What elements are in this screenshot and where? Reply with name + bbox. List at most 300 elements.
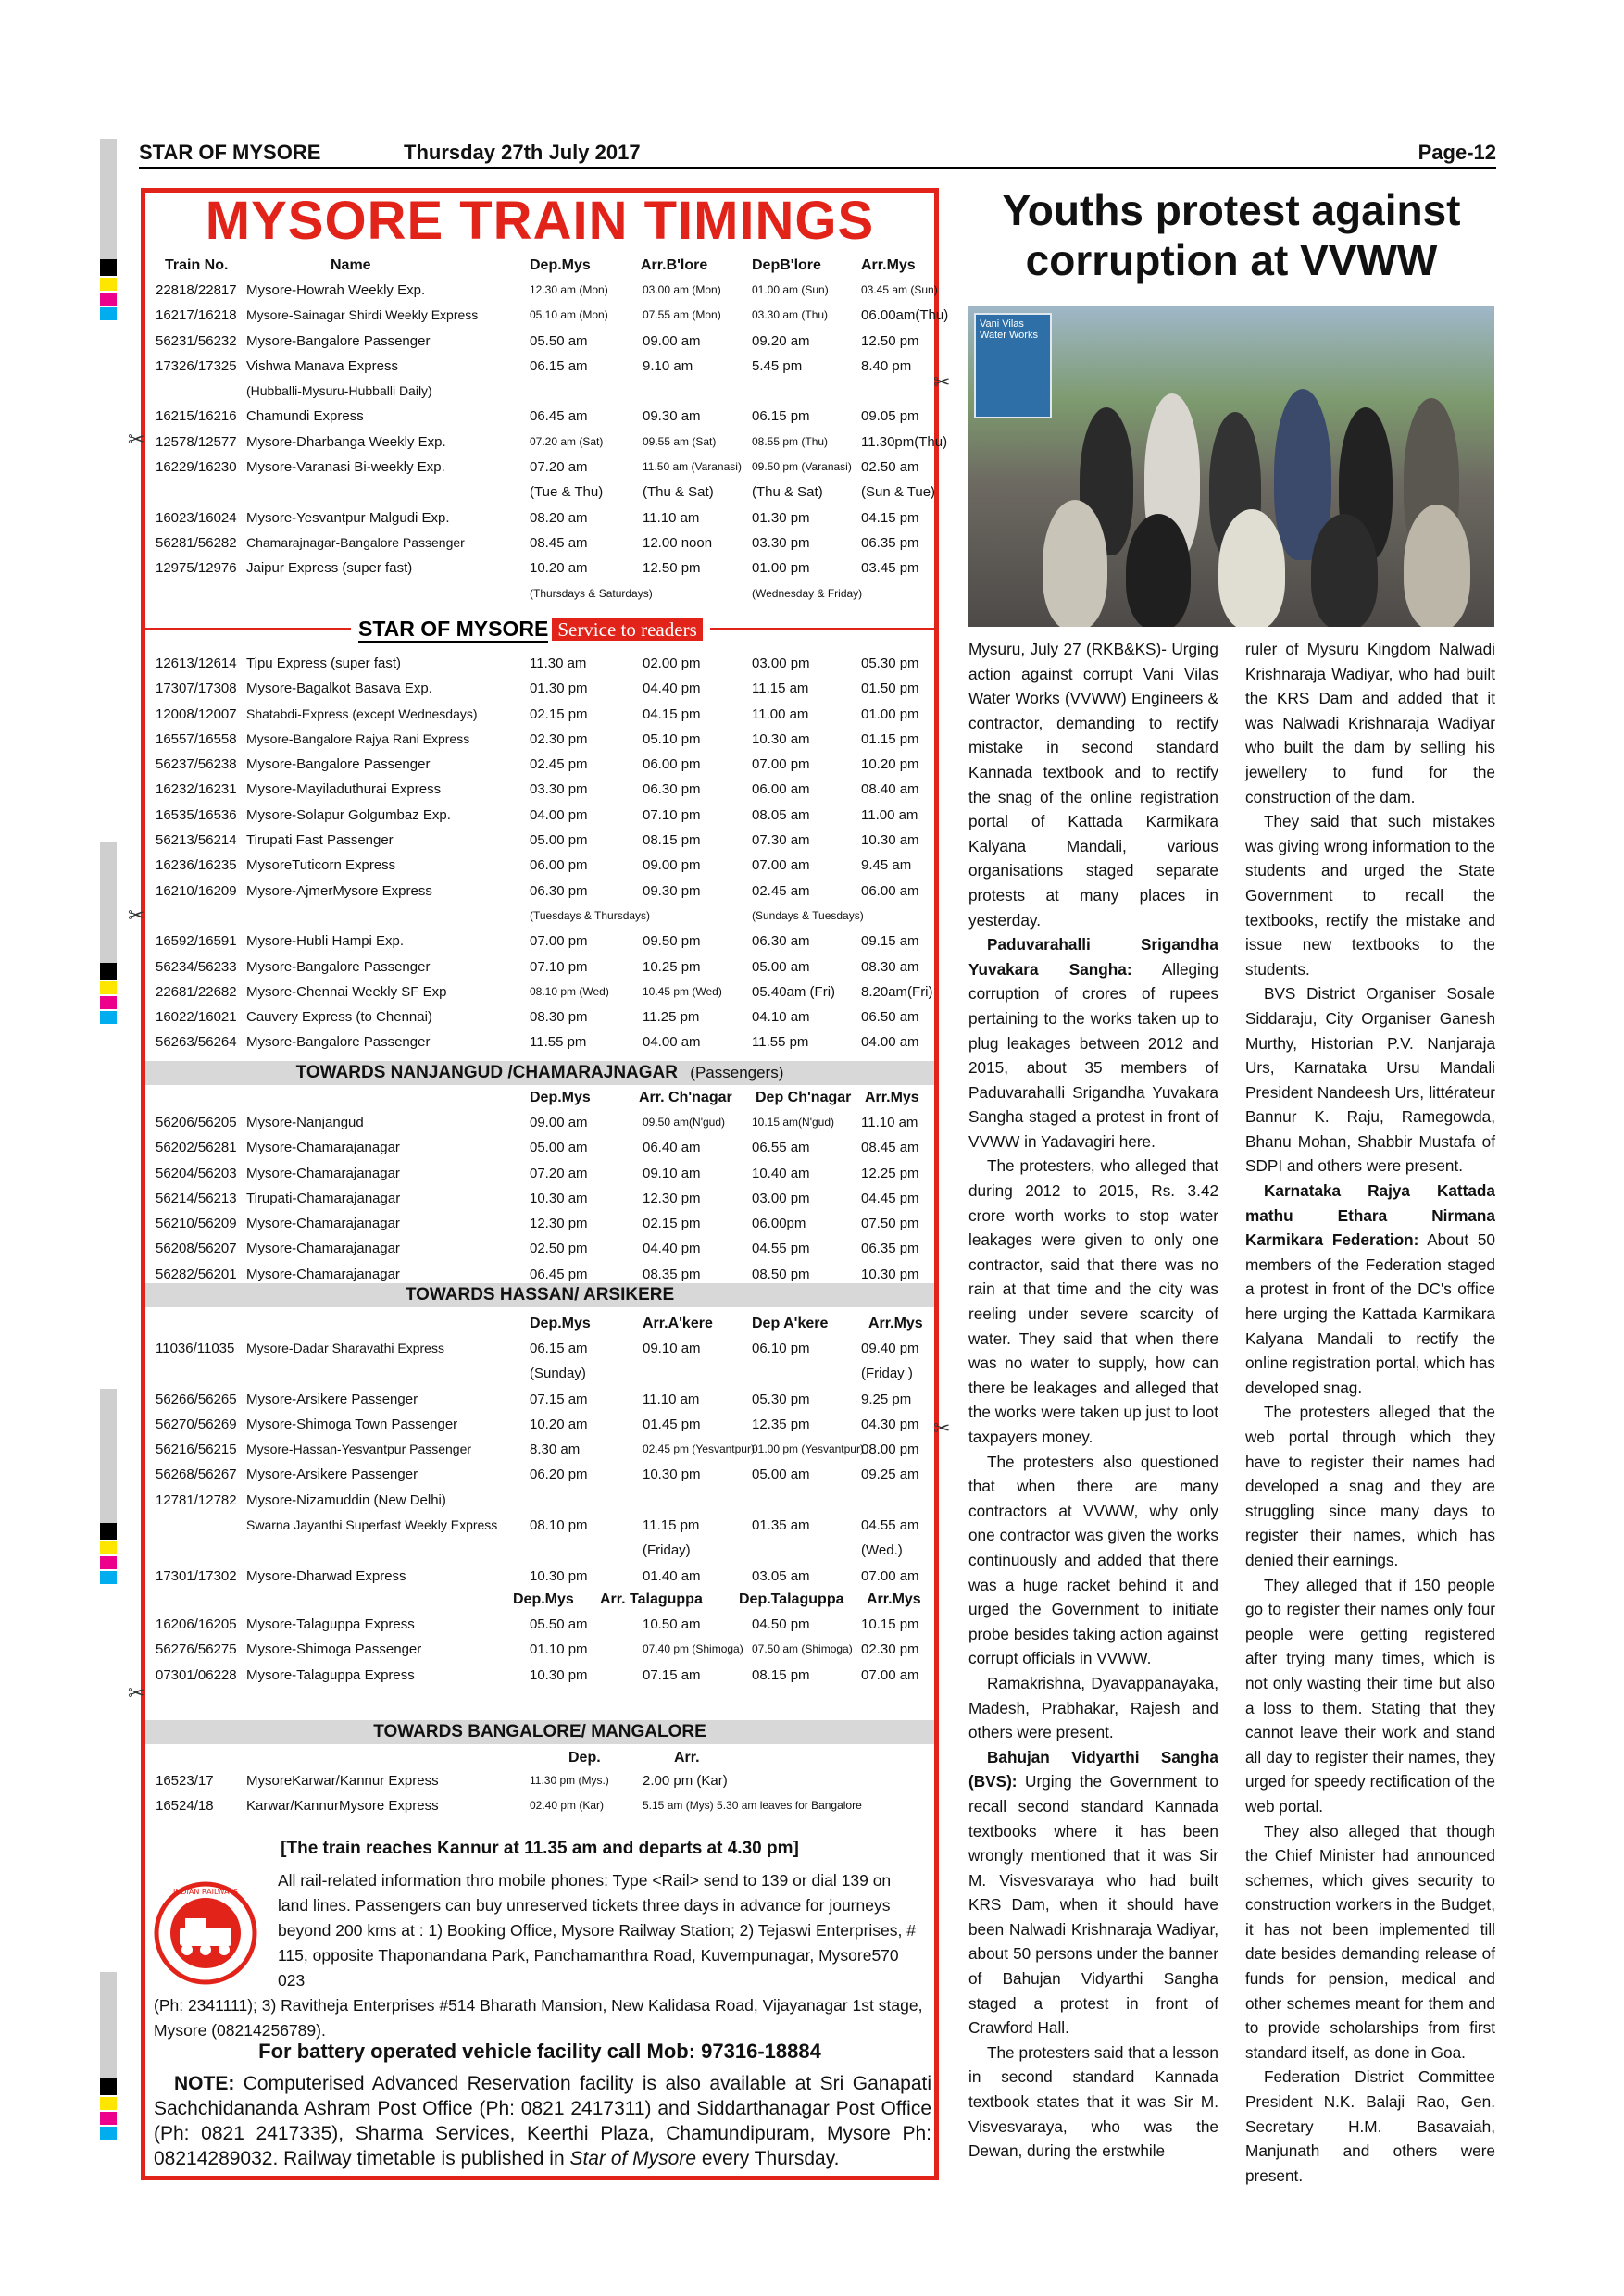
article-paragraph — [1245, 2065, 1495, 2188]
time-1: 02.50 pm — [530, 1241, 588, 1257]
time-4: 05.30 pm — [861, 655, 919, 671]
paragraph-text: They alleged that if 150 people go to register their names only four people were getting registered after trying many times, which is not only wasting their time but also a loss to them. Stating that they cannot leave their work and stand all day to register their names, they urged for speedy rectification of the web portal. — [1245, 1575, 1495, 1816]
article-paragraph — [1245, 1573, 1495, 1819]
time-3: 06.00 am — [752, 781, 810, 798]
time-2: 10.30 pm — [643, 1466, 701, 1483]
registration-mark-black — [100, 963, 117, 980]
time-3: 03.05 am — [752, 1567, 810, 1584]
col-arr-akere: Arr.A'kere — [643, 1316, 713, 1331]
train-no: 16217/16218 — [156, 307, 237, 324]
time-4: 01.00 pm — [861, 705, 919, 722]
banner-logo — [351, 613, 710, 644]
time-1: 06.30 pm — [530, 882, 588, 899]
train-no: 16523/17 — [156, 1773, 214, 1789]
col-arr-mys: Arr.Mys — [865, 1090, 919, 1105]
time-1: 08.10 pm — [530, 1517, 588, 1534]
table-row — [150, 455, 933, 480]
registration-mark-yellow — [100, 2097, 117, 2110]
time-4: 07.00 am — [861, 1567, 919, 1584]
table-row — [150, 1236, 933, 1261]
time-4: 02.30 pm — [861, 1641, 919, 1658]
time-2: 09.10 am — [643, 1165, 701, 1181]
train-no: 56208/56207 — [156, 1241, 237, 1257]
time-3: 08.15 pm — [752, 1666, 810, 1683]
table-row — [150, 480, 936, 505]
time-1: 07.20 am — [530, 1165, 588, 1181]
table-row — [150, 1637, 933, 1662]
time-2: 06.40 am — [643, 1140, 701, 1156]
table-row — [150, 980, 933, 1004]
train-no: 56210/56209 — [156, 1216, 237, 1232]
table-row — [150, 1135, 933, 1160]
table-row — [150, 1612, 933, 1637]
registration-mark-magenta — [100, 1556, 117, 1569]
train-no: 16524/18 — [156, 1798, 214, 1815]
registration-mark-magenta — [100, 996, 117, 1009]
time-3: 06.15 pm — [752, 408, 810, 425]
time-2: 11.10 am — [643, 509, 700, 526]
article-paragraph — [1245, 1400, 1495, 1572]
table-row — [150, 1029, 933, 1054]
time-2: 06.30 pm — [643, 781, 701, 798]
train-no: 12975/12976 — [156, 560, 237, 577]
star-of-mysore-banner — [145, 613, 934, 644]
train-name: MysoreKarwar/Kannur Express — [246, 1773, 439, 1789]
time-3: (Sundays & Tuesdays) — [752, 908, 864, 922]
time-1: (Tue & Thu) — [530, 484, 604, 501]
train-name: Shatabdi-Express (except Wednesdays) — [246, 705, 478, 721]
time-3: 04.55 pm — [752, 1241, 810, 1257]
train-name: Mysore-Chennai Weekly SF Exp — [246, 983, 447, 1000]
paragraph-text: The protesters alleged that the web portal through which they have to register their names had developed a snag and they are struggling since many days to register their names, which has denied their earnings. — [1245, 1403, 1495, 1569]
paragraph-text: Federation District Committee President N.K. Balaji Rao, Gen. Secretary H.M. Basavaiah, Manjunath and others were present. — [1245, 2067, 1495, 2185]
time-2: 07.15 am — [643, 1666, 701, 1683]
registration-mark-cyan — [100, 307, 117, 320]
time-4: 8.20am(Fri) — [861, 983, 933, 1000]
margin-strip — [100, 1972, 117, 2083]
time-1: 12.30 pm — [530, 1216, 588, 1232]
time-3: 05.00 am — [752, 1466, 810, 1483]
train-no: 16210/16209 — [156, 882, 237, 899]
protest-photo — [968, 306, 1494, 627]
time-3: 01.00 pm (Yesvantpur) — [752, 1442, 864, 1456]
time-3: 03.00 pm — [752, 655, 810, 671]
time-4: (Sun & Tue) — [861, 484, 936, 501]
time-1: 08.45 am — [530, 534, 588, 551]
time-2: 05.10 pm — [643, 730, 701, 747]
time-1: 02.30 pm — [530, 730, 588, 747]
scissors-icon: ✂ — [933, 1416, 951, 1440]
train-name: Mysore-Hubli Hampi Exp. — [246, 933, 405, 950]
train-table-nanjangud — [150, 1110, 933, 1287]
table-row — [150, 581, 933, 606]
paragraph-lead: Paduvarahalli Srigandha Yuvakara Sangha: — [968, 935, 1218, 979]
train-no: 22818/22817 — [156, 282, 237, 298]
train-no: 56214/56213 — [156, 1190, 237, 1206]
col-dep-talaguppa: Dep.Talaguppa — [739, 1591, 844, 1607]
time-4: 06.35 pm — [861, 1241, 919, 1257]
train-name: Mysore-Arsikere Passenger — [246, 1391, 418, 1407]
time-3: 04.10 am — [752, 1009, 810, 1026]
col-dep-chnagar: Dep Ch'nagar — [756, 1090, 852, 1105]
article-headline: Youths protest against corruption at VVWW — [1002, 186, 1461, 284]
train-name: Mysore-Chamarajanagar — [246, 1241, 400, 1257]
col-arr-mys: Arr.Mys — [868, 1316, 923, 1331]
train-no: 17307/17308 — [156, 680, 237, 697]
time-3: 01.00 am (Sun) — [752, 283, 829, 296]
train-no: 56281/56282 — [156, 534, 237, 551]
reservation-note — [154, 2071, 931, 2171]
train-name: Mysore-Bangalore Passenger — [246, 1034, 431, 1051]
train-column-header — [150, 253, 933, 278]
time-2: 09.50 am(N'gud) — [643, 1116, 726, 1129]
banner-tag: Service to readers — [552, 618, 702, 641]
table-row — [150, 1488, 933, 1513]
table-row — [150, 752, 933, 777]
time-2: 02.00 pm — [643, 655, 701, 671]
time-4: 04.30 pm — [861, 1416, 919, 1432]
time-1: 04.00 pm — [530, 806, 588, 823]
table-row — [150, 1336, 933, 1361]
time-3: 08.50 pm — [752, 1266, 810, 1282]
train-name: Mysore-Bangalore Passenger — [246, 332, 431, 349]
rail-info: All rail-related information thro mobile phones: Type <Rail> send to 139 or dial 139 on land lines. Passengers can buy unreserved tickets three days in advance for journeys beyond 200 kms at : 1) Booking Office, Mysore Railway Station; 2) Tejaswi Enterprises, # 115, opposite Thaponandana Park, Panchamanthra Road, Kuvempunagar, Mysore570 023 — [278, 1871, 916, 1990]
table-row — [150, 1513, 933, 1538]
col-dep-blore: DepB'lore — [752, 257, 821, 273]
page-number: Page-12 — [1418, 141, 1496, 164]
time-4: 10.20 pm — [861, 756, 919, 773]
time-4: 01.50 pm — [861, 680, 919, 697]
time-1: 05.10 am (Mon) — [530, 308, 608, 322]
protester — [1311, 514, 1378, 627]
time-1: 02.45 pm — [530, 756, 588, 773]
time-4: 07.50 pm — [861, 1216, 919, 1232]
table-row — [150, 505, 933, 530]
time-3: 07.00 am — [752, 857, 810, 874]
time-1: 10.20 am — [530, 1416, 588, 1432]
time-1: 8.30 am — [530, 1441, 581, 1458]
table-row — [150, 1211, 933, 1236]
time-4: 08.45 am — [861, 1140, 919, 1156]
article-paragraph — [1245, 1179, 1495, 1400]
time-4: 08.00 pm — [861, 1441, 919, 1458]
table-row — [150, 278, 938, 303]
train-table-bangalore-2 — [150, 651, 933, 1055]
note-label: NOTE: — [174, 2073, 235, 2094]
time-3: 12.35 pm — [752, 1416, 810, 1432]
time-3: 08.05 am — [752, 806, 810, 823]
table-row — [150, 404, 933, 429]
paper-name: STAR OF MYSORE — [139, 141, 321, 164]
paragraph-text: ruler of Mysuru Kingdom Nalwadi Krishnaraja Wadiyar, who had built the KRS Dam and added that it was Nalwadi Krishnaraja Wadiyar who built the dam by selling his jewellery to fund for the construction of the dam. — [1245, 640, 1495, 806]
scissors-icon: ✂ — [933, 370, 951, 393]
train-no: 07301/06228 — [156, 1666, 237, 1683]
time-2: 03.00 am (Mon) — [643, 283, 721, 296]
time-2: 07.40 pm (Shimoga) — [643, 1642, 743, 1656]
issue-date: Thursday 27th July 2017 — [404, 141, 641, 164]
time-4: 09.15 am — [861, 933, 919, 950]
table-row — [150, 430, 948, 455]
article-paragraph — [968, 1154, 1218, 1449]
time-4: 04.15 pm — [861, 509, 919, 526]
time-4: 11.30pm(Thu) — [861, 433, 948, 450]
registration-mark-cyan — [100, 1011, 117, 1024]
paragraph-text: The protesters, who alleged that during 2012 to 2015, Rs. 3.42 crore worth works to stop water leakages were given to only one contractor, said that there was no rain at that time and the city was reeling under severe scarcity of water. They said that when there was no water to supply, how can there be leakages and alleged that the works were taken up just to loot taxpayers money. — [968, 1156, 1218, 1446]
train-name: Mysore-Chamarajanagar — [246, 1165, 400, 1181]
time-4: 10.30 am — [861, 832, 919, 849]
table-row — [150, 555, 933, 580]
time-1: 06.45 pm — [530, 1266, 588, 1282]
train-no: 56270/56269 — [156, 1416, 237, 1432]
time-3: 09.50 pm (Varanasi) — [752, 460, 852, 474]
time-1: 06.00 pm — [530, 857, 588, 874]
train-no: 17326/17325 — [156, 357, 237, 374]
protester — [1126, 514, 1191, 627]
registration-mark-yellow — [100, 1541, 117, 1554]
time-4: 06.35 pm — [861, 534, 919, 551]
time-1: 06.15 am — [530, 357, 588, 374]
table-row — [150, 1768, 933, 1793]
table-row — [150, 1437, 933, 1462]
article-paragraph — [968, 637, 1218, 932]
time-4: 08.30 am — [861, 958, 919, 975]
time-3: 02.45 am — [752, 882, 810, 899]
time-3: 01.30 pm — [752, 509, 810, 526]
time-4: 06.00am(Thu) — [861, 307, 949, 324]
paragraph-text: Alleging corruption of crores of rupees pertaining to the works taken up to plug leakages between 2012 and 2015, about 35 members of Paduvarahalli Srigandha Yuvakara Sangha staged a protest in front of VVWW in Yadavagiri here. — [968, 959, 1218, 1151]
time-3: 10.40 am — [752, 1165, 810, 1181]
train-name: Mysore-Talaguppa Express — [246, 1616, 415, 1632]
table-row — [150, 955, 933, 980]
train-no: 12781/12782 — [156, 1491, 237, 1508]
table-row — [150, 379, 933, 404]
paragraph-text: They also alleged that though the Chief Minister had announced schemes, which gives security to construction workers in the Budget, it has not been implemented till date besides demanding release of funds for pension, medical and other schemes meant for them and to provide scholarships from first standard itself, as done in Goa. — [1245, 1821, 1495, 2062]
train-no: 56268/56267 — [156, 1466, 237, 1483]
time-4: 10.15 pm — [861, 1616, 919, 1632]
paragraph-text: Mysuru, July 27 (RKB&KS)- Urging action against corrupt Vani Vilas Water Works (VVWW) Engineers & contractor, demanding to rectify mistake in second standard Kannada textbook and to rectify the snag of the online registration portal of Kattada Karmikara Kalyana Mandali, various organisations staged separate protests at many places in yesterday. — [968, 640, 1218, 930]
col-dep-mys: Dep.Mys — [513, 1591, 574, 1607]
article-paragraph — [1245, 981, 1495, 1179]
time-3: 05.40am (Fri) — [752, 983, 836, 1000]
time-1: 11.55 pm — [530, 1034, 587, 1051]
train-table-hassan — [150, 1336, 933, 1589]
train-no: 56231/56232 — [156, 332, 237, 349]
train-name: Mysore-Varanasi Bi-weekly Exp. — [246, 459, 445, 476]
table-row — [150, 530, 933, 555]
registration-mark-magenta — [100, 293, 117, 306]
train-name: Mysore-Dadar Sharavathi Express — [246, 1341, 444, 1355]
train-name: Mysore-Dharwad Express — [246, 1567, 406, 1584]
time-4: 04.00 am — [861, 1034, 919, 1051]
col-dep: Dep. — [568, 1750, 601, 1766]
article-paragraph — [968, 1745, 1218, 2040]
time-1: 11.30 pm (Mys.) — [530, 1774, 609, 1787]
table-row — [150, 303, 949, 328]
train-name: Mysore-Chamarajanagar — [246, 1140, 400, 1156]
table-row — [150, 354, 933, 379]
section-title: TOWARDS NANJANGUD /CHAMARAJNAGAR — [295, 1063, 678, 1082]
time-4: 03.45 pm — [861, 560, 919, 577]
time-4: (Friday ) — [861, 1366, 913, 1382]
nanjangud-head — [150, 1085, 933, 1110]
time-3: 07.50 am (Shimoga) — [752, 1642, 853, 1656]
paragraph-text: The protesters also questioned that when there are many contractors at VVWW, why only one contractor was given the works continuously and added that there was a huge racket behind it and urged the Government to initiate probe besides taking action against corrupt officials in VVWW. — [968, 1452, 1218, 1668]
time-2: 09.55 am (Sat) — [643, 434, 717, 448]
time-4: 09.05 pm — [861, 408, 919, 425]
section-sub: (Passengers) — [690, 1064, 784, 1081]
time-2: 02.45 pm (Yesvantpur) — [643, 1442, 755, 1456]
time-1: 07.00 pm — [530, 933, 588, 950]
table-row — [150, 1387, 933, 1412]
time-2: 04.15 pm — [643, 705, 701, 722]
time-1: 08.10 pm (Wed) — [530, 984, 609, 998]
scissors-icon: ✂ — [128, 428, 145, 451]
time-2: 08.15 pm — [643, 832, 701, 849]
train-name: (Hubballi-Mysuru-Hubballi Daily) — [246, 383, 432, 399]
train-name: Chamarajnagar-Bangalore Passenger — [246, 534, 465, 550]
time-3: 11.15 am — [752, 680, 809, 697]
protester — [1218, 509, 1285, 627]
time-1: 09.00 am — [530, 1115, 588, 1130]
train-no: 56266/56265 — [156, 1391, 237, 1407]
time-2: 01.40 am — [643, 1567, 701, 1584]
time-1: 07.15 am — [530, 1391, 588, 1407]
registration-mark-black — [100, 259, 117, 276]
train-table-bangalore — [150, 278, 949, 606]
article-column-2 — [1245, 637, 1495, 2188]
train-timings-title: MYSORE TRAIN TIMINGS — [205, 191, 875, 251]
vvww-sign — [974, 313, 1052, 418]
time-3: 01.00 pm — [752, 560, 810, 577]
col-arr-mys: Arr.Mys — [861, 257, 916, 273]
paragraph-lead: Karnataka Rajya Kattada mathu Ethara Nirmana Karmikara Federation: — [1245, 1181, 1495, 1250]
time-3: 5.45 pm — [752, 357, 803, 374]
article-paragraph — [968, 1671, 1218, 1745]
registration-mark-yellow — [100, 278, 117, 291]
time-3: 11.00 am — [752, 705, 809, 722]
table-row — [150, 853, 933, 878]
train-no: 12008/12007 — [156, 705, 237, 722]
time-4: 8.40 pm — [861, 357, 912, 374]
col-arr-mys: Arr.Mys — [867, 1591, 921, 1607]
table-row — [150, 1361, 933, 1386]
sign-text: Vani Vilas Water Works — [980, 318, 1038, 341]
registration-mark-yellow — [100, 981, 117, 994]
table-row — [150, 329, 933, 354]
table-row — [150, 676, 933, 701]
time-1: 07.20 am — [530, 459, 588, 476]
registration-mark-black — [100, 1523, 117, 1540]
time-2: 09.00 pm — [643, 857, 701, 874]
margin-strip — [100, 139, 117, 268]
paragraph-lead: Bahujan Vidyarthi Sangha (BVS): — [968, 1747, 1218, 1791]
train-no: 12613/12614 — [156, 655, 237, 671]
table-row — [150, 727, 933, 752]
time-3: 03.00 pm — [752, 1190, 810, 1206]
time-4: 06.50 am — [861, 1009, 919, 1026]
table-row — [150, 828, 933, 853]
talaguppa-head — [150, 1587, 933, 1612]
col-dep-mys: Dep.Mys — [530, 257, 591, 273]
battery-vehicle-notice: For battery operated vehicle facility call Mob: 97316-18884 — [258, 2040, 821, 2063]
time-2: 04.00 am — [643, 1034, 701, 1051]
time-2: 12.30 pm — [643, 1190, 701, 1206]
table-row — [150, 1538, 933, 1563]
table-row — [150, 651, 933, 676]
time-3: 06.00pm — [752, 1216, 806, 1232]
col-dep-mys: Dep.Mys — [530, 1316, 591, 1331]
banner-name: STAR OF MYSORE — [358, 617, 549, 641]
registration-mark-magenta — [100, 2112, 117, 2125]
time-4: 03.45 am (Sun) — [861, 283, 938, 296]
time-2: 04.40 pm — [643, 1241, 701, 1257]
time-3: 07.30 am — [752, 832, 810, 849]
paragraph-text: Ramakrishna, Dyavappanayaka, Madesh, Prabhakar, Rajesh and others were present. — [968, 1673, 1218, 1742]
scissors-icon: ✂ — [128, 1681, 145, 1704]
time-2: (Friday) — [643, 1542, 691, 1559]
protester — [1043, 500, 1107, 627]
time-2: 09.10 am — [643, 1341, 701, 1356]
time-2: 12.00 noon — [643, 534, 713, 551]
train-no: 56202/56281 — [156, 1140, 237, 1156]
registration-mark-cyan — [100, 1571, 117, 1584]
table-header-row — [150, 1311, 933, 1336]
time-3: 01.35 am — [752, 1517, 810, 1534]
train-table-karwar — [150, 1768, 933, 1819]
train-no: 56234/56233 — [156, 958, 237, 975]
time-1: 06.20 pm — [530, 1466, 588, 1483]
registration-mark-black — [100, 2078, 117, 2095]
train-name: Karwar/KannurMysore Express — [246, 1798, 439, 1815]
table-header-row — [150, 253, 933, 278]
train-no: 56237/56238 — [156, 756, 237, 773]
time-1: 11.30 am — [530, 655, 587, 671]
time-1: (Thursdays & Saturdays) — [530, 586, 653, 600]
table-row — [150, 1462, 933, 1487]
time-3: 09.20 am — [752, 332, 810, 349]
train-name: Mysore-Talaguppa Express — [246, 1666, 415, 1683]
time-1: 10.30 pm — [530, 1666, 588, 1683]
train-no: 56204/56203 — [156, 1165, 237, 1181]
table-header-row — [150, 1085, 933, 1110]
time-2: 11.50 am (Varanasi) — [643, 460, 742, 474]
time-1: 05.00 pm — [530, 832, 588, 849]
time-4: 10.30 pm — [861, 1266, 919, 1282]
time-2: 06.00 pm — [643, 756, 701, 773]
col-train-no: Train No. — [165, 257, 229, 273]
time-3: (Thu & Sat) — [752, 484, 823, 501]
train-no: 56276/56275 — [156, 1641, 237, 1658]
train-no: 56206/56205 — [156, 1115, 237, 1130]
time-4: 9.25 pm — [861, 1391, 912, 1407]
train-name: Mysore-AjmerMysore Express — [246, 882, 432, 899]
train-no: 12578/12577 — [156, 433, 237, 450]
time-1: 05.50 am — [530, 332, 588, 349]
time-2: 10.25 pm — [643, 958, 701, 975]
train-name: Mysore-Chamarajanagar — [246, 1266, 400, 1282]
col-name: Name — [331, 257, 371, 273]
article-paragraph — [1245, 637, 1495, 809]
train-no: 17301/17302 — [156, 1567, 237, 1584]
table-row — [150, 904, 933, 929]
bangalore-head — [150, 1745, 933, 1770]
table-row — [150, 1412, 933, 1437]
train-no: 16206/16205 — [156, 1616, 237, 1632]
article-column-1 — [968, 637, 1218, 2164]
time-1: 05.00 am — [530, 1140, 588, 1156]
time-2: 04.40 pm — [643, 680, 701, 697]
table-header-row — [150, 1745, 933, 1770]
